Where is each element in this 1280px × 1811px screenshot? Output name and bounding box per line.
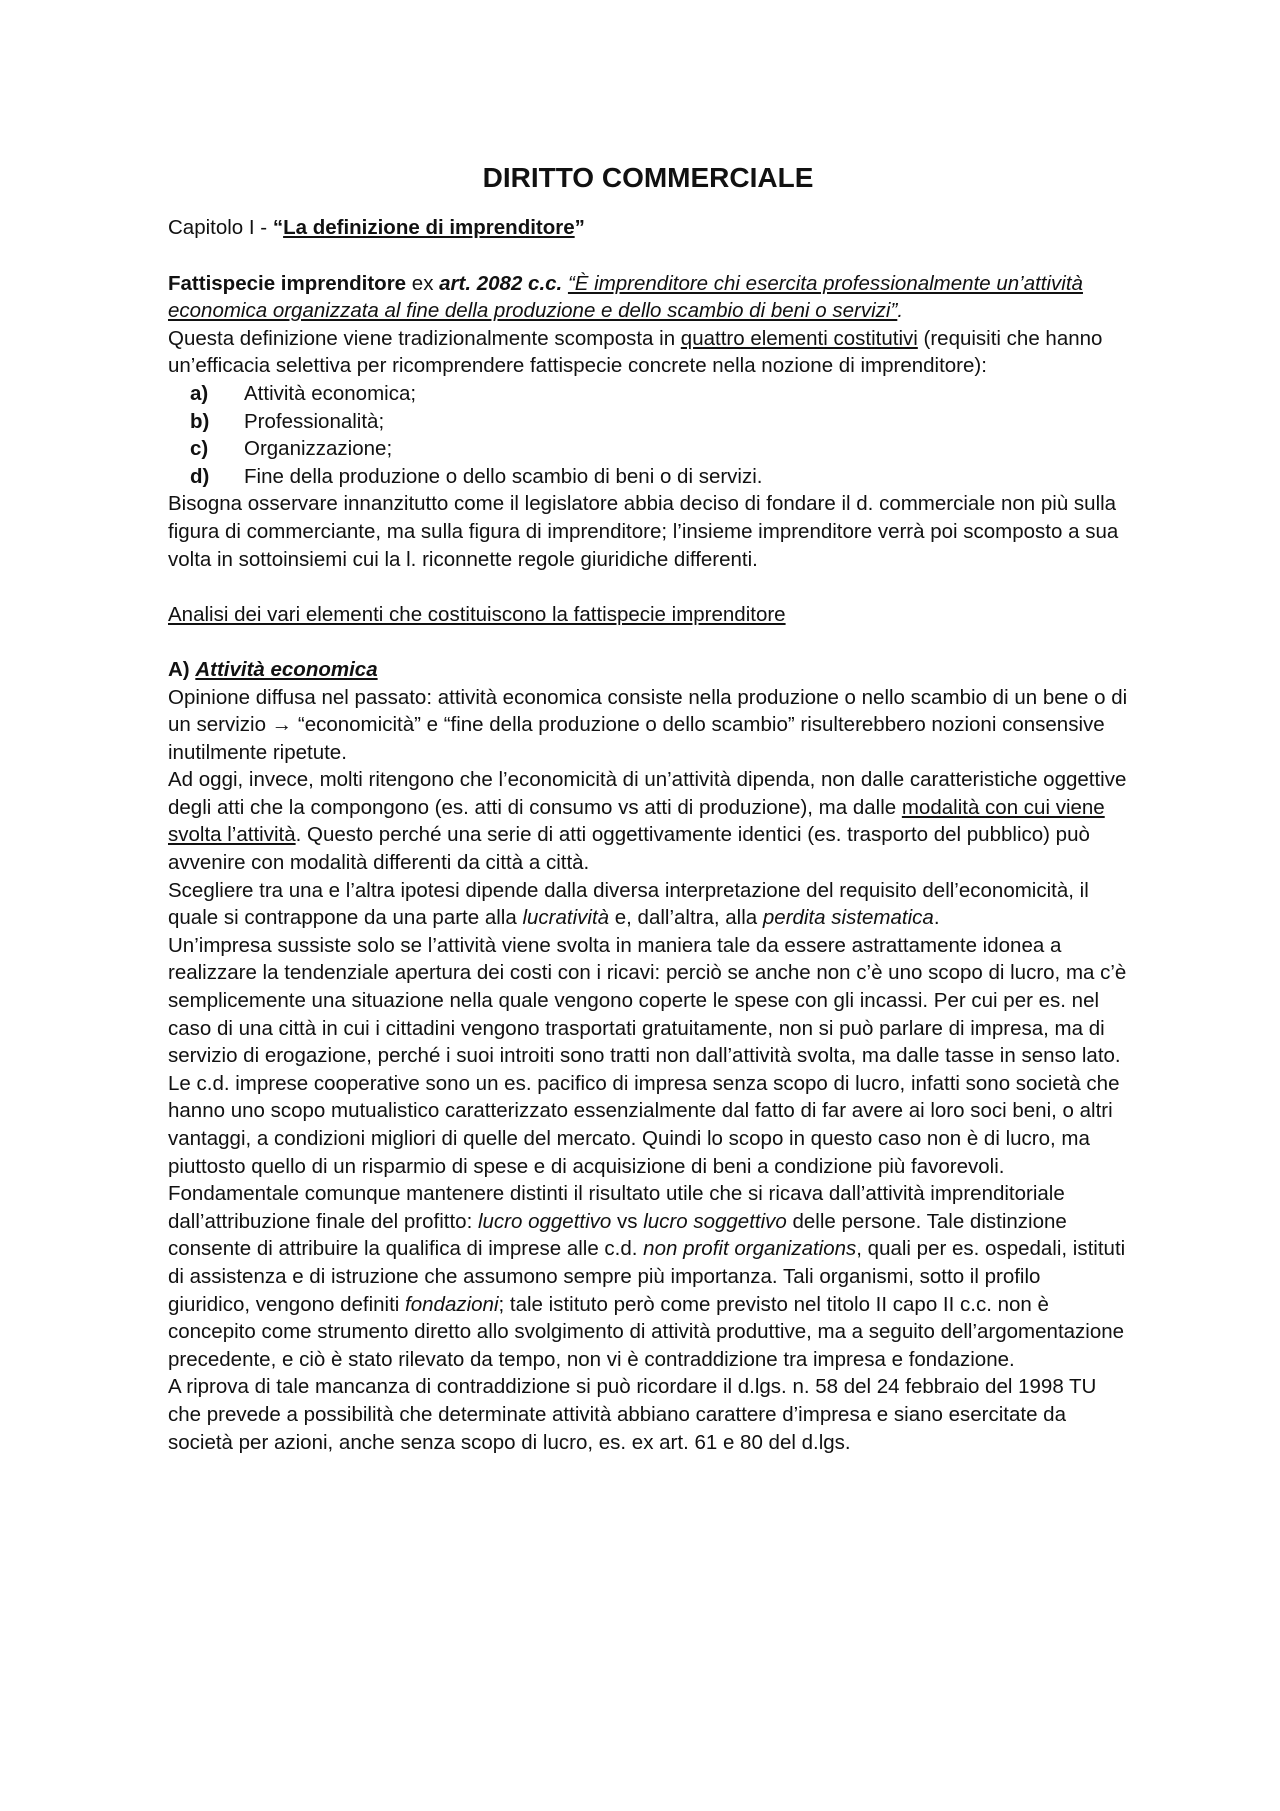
italic-term: fondazioni	[405, 1292, 499, 1316]
observation-paragraph: Bisogna osservare innanzitutto come il legislatore abbia deciso di fondare il d. commerciale non più sulla figura di commerciante, ma sulla figura di imprenditore; l’insieme imprenditore verrà poi scomposto a sua volta in sottoinsiemi cui la l. riconnette regole giuridiche differenti.	[168, 492, 1119, 571]
article-quote-end: .	[897, 299, 904, 323]
chapter-heading	[168, 214, 1128, 242]
text-run: .	[933, 906, 940, 930]
underlined-phrase: modalità con cui viene svolta l’attività	[168, 795, 1105, 847]
section-a-paragraph-6	[168, 1180, 1128, 1373]
spacer	[168, 573, 1128, 601]
section-a-paragraph-1: Opinione diffusa nel passato: attività economica consiste nella produzione o nello scambio di un bene o di un servizio → “economicità” e “fine della produzione o dello scambio” risulterebbero nozioni consensive inutilmente ripetute.	[168, 685, 1128, 764]
list-marker: d)	[190, 464, 210, 488]
analysis-heading: Analisi dei vari elementi che costituiscono la fattispecie imprenditore	[168, 602, 786, 626]
list-text: Attività economica;	[244, 381, 417, 405]
article-reference: art. 2082 c.c.	[439, 271, 563, 295]
italic-term: perdita sistematica	[762, 906, 934, 930]
italic-term: lucro soggettivo	[643, 1209, 787, 1233]
section-a-paragraph-3	[168, 877, 1128, 932]
text-run: , quali per es. ospedali, istituti di assistenza e di istruzione che assumono sempre più importanza. Tali organismi, sotto il profilo giuridico, vengono definiti	[168, 1237, 1126, 1316]
definition-text-2: (requisiti che hanno un’efficacia selettiva per ricomprendere fattispecie concrete nella nozione di imprenditore):	[168, 326, 1103, 378]
text-run: e, dall’altra, alla	[609, 906, 763, 930]
text-run: Scegliere tra una e l’altra ipotesi dipende dalla diversa interpretazione del requisito dell’economicità, il quale si contrappone da una parte alla	[168, 878, 1089, 930]
article-quote: “È imprenditore chi esercita professionalmente un’attività economica organizzata al fine della produzione e dello scambio di beni o servizi”	[168, 271, 1083, 323]
document-title: DIRITTO COMMERCIALE	[482, 162, 814, 193]
section-a-paragraph-7: A riprova di tale mancanza di contraddizione si può ricordare il d.lgs. n. 58 del 24 febbraio del 1998 TU che prevede a possibilità che determinate attività abbiano carattere d’impresa e siano esercitate da società per azioni, anche senza scopo di lucro, es. ex art. 61 e 80 del d.lgs.	[168, 1375, 1097, 1454]
text-run: delle persone. Tale distinzione consente di attribuire la qualifica di imprese alle c.d.	[168, 1209, 1067, 1261]
list-item	[190, 435, 1128, 463]
list-marker: c)	[190, 437, 209, 461]
text-run: vs	[611, 1209, 644, 1233]
section-a-paragraph-4: Un’impresa sussiste solo se l’attività viene svolta in maniera tale da essere astrattamente idonea a realizzare la tendenziale apertura dei costi con i ricavi: perciò se anche non c’è uno scopo di lucro, ma c’è semplicemente una situazione nella quale vengono coperte le spese con gli incassi. Per cui per es. nel caso di una città in cui i cittadini vengono trasportati gratuitamente, non si può parlare di impresa, ma di servizio di erogazione, perché i suoi introiti sono tratti non dall’attività svolta, ma dalle tasse in senso lato.	[168, 933, 1127, 1068]
definition-lead: Fattispecie imprenditore	[168, 271, 407, 295]
document-page	[168, 140, 1128, 1456]
text-run: Ad oggi, invece, molti ritengono che l’economicità di un’attività dipenda, non dalle caratteristiche oggettive degli atti che la compongono (es. atti di consumo vs atti di produzione), ma dalle	[168, 768, 1127, 819]
list-item	[190, 408, 1128, 436]
definition-ex: ex	[406, 271, 440, 295]
italic-term: lucro oggettivo	[477, 1209, 612, 1233]
definition-text-1: Questa definizione viene tradizionalmente scomposta in	[168, 326, 681, 350]
four-elements-link: quattro elementi costitutivi	[680, 326, 918, 350]
chapter-close-quote: ”	[574, 216, 585, 239]
list-text: Organizzazione;	[244, 437, 393, 461]
elements-list	[168, 380, 1128, 490]
section-a-paragraph-2	[168, 766, 1128, 876]
list-item	[190, 463, 1128, 491]
list-text: Professionalità;	[244, 409, 385, 433]
list-text: Fine della produzione o dello scambio di beni o di servizi.	[244, 464, 763, 488]
chapter-open-quote: “	[272, 216, 284, 239]
text-run: Fondamentale comunque mantenere distinti il risultato utile che si ricava dall’attività imprenditoriale dall’attribuzione finale del profitto:	[168, 1182, 1065, 1233]
definition-explanation	[168, 325, 1128, 380]
text-run: . Questo perché una serie di atti oggettivamente identici (es. trasporto del pubblico) può avvenire con modalità differenti da città a città.	[168, 823, 1090, 875]
section-letter: A)	[168, 657, 196, 681]
chapter-prefix: Capitolo I -	[168, 216, 273, 239]
definition-paragraph	[168, 270, 1128, 325]
spacer	[168, 628, 1128, 656]
list-marker: b)	[190, 409, 210, 433]
section-a-heading	[168, 656, 1128, 684]
list-marker: a)	[190, 381, 209, 405]
list-item	[190, 380, 1128, 408]
section-title: Attività economica	[195, 657, 378, 681]
italic-term: lucratività	[522, 906, 610, 930]
italic-term: non profit organizations	[643, 1237, 857, 1261]
chapter-name: La definizione di imprenditore	[283, 216, 575, 239]
text-run: ; tale istituto però come previsto nel titolo II capo II c.c. non è concepito come strumento diretto allo svolgimento di attività produttive, ma a seguito dell’argomentazione precedente, e ciò è stato rilevato da tempo, non vi è contraddizione tra impresa e fondazione.	[168, 1292, 1125, 1371]
section-a-paragraph-5: Le c.d. imprese cooperative sono un es. pacifico di impresa senza scopo di lucro, infatti sono società che hanno uno scopo mutualistico caratterizzato essenzialmente dal fatto di far avere ai loro soci beni, o altri vantaggi, a condizioni migliori di quelle del mercato. Quindi lo scopo in questo caso non è di lucro, ma piuttosto quello di un risparmio di spese e di acquisizione di beni a condizione più favorevoli.	[168, 1071, 1120, 1178]
